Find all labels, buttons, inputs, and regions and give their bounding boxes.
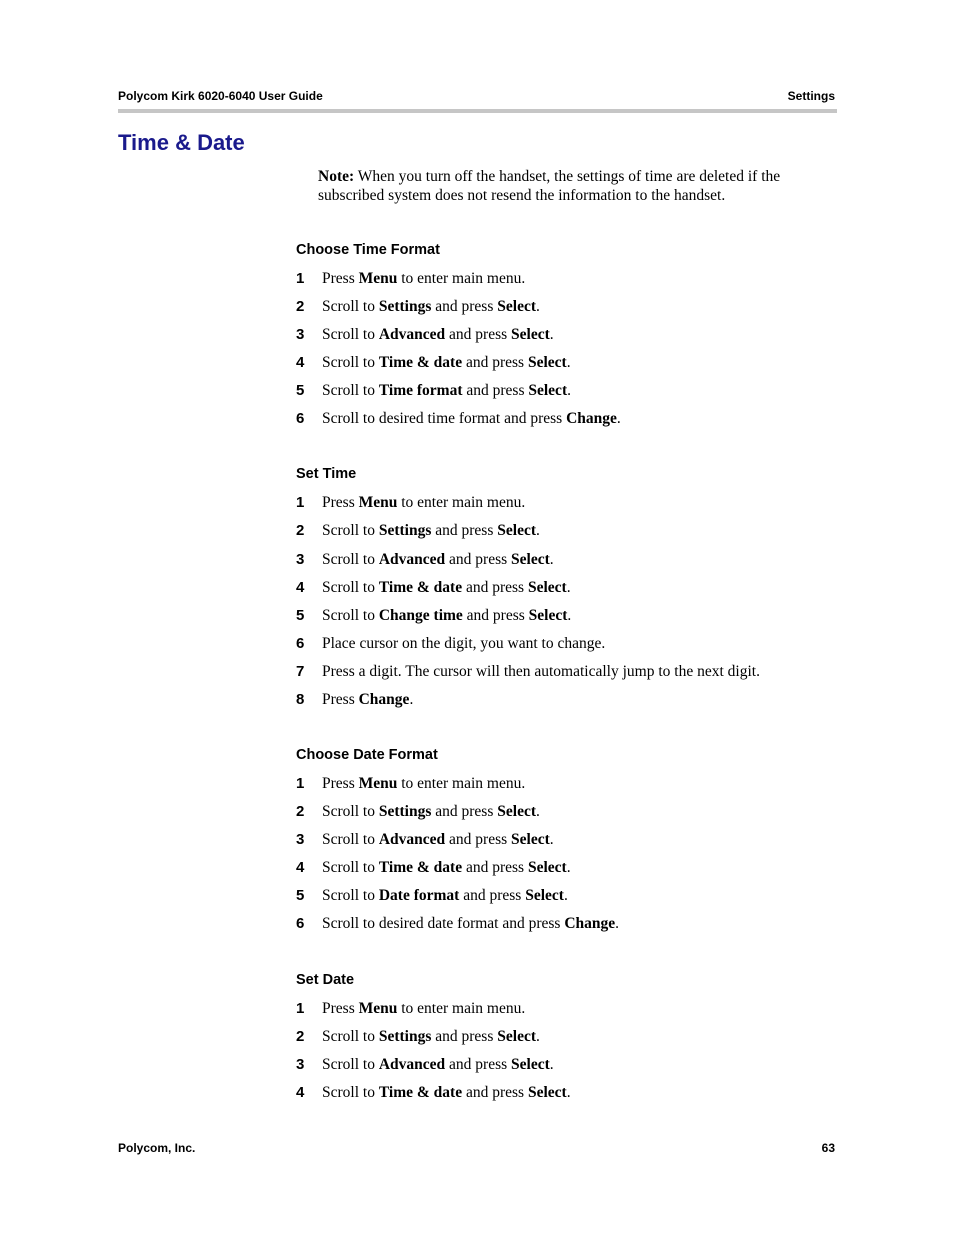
step-text-fragment: and press <box>459 887 526 904</box>
step-number: 2 <box>296 298 305 315</box>
step-text-fragment: Press <box>322 494 359 511</box>
step-text-fragment: and press <box>431 522 498 539</box>
step-number: 6 <box>296 635 305 652</box>
step-keyword: Date format <box>378 887 460 904</box>
step-number: 2 <box>296 522 305 539</box>
step-number: 4 <box>296 579 305 596</box>
step-text <box>322 410 621 428</box>
step-text-fragment: and press <box>445 551 512 568</box>
page-number: 63 <box>821 1141 835 1155</box>
step-keyword: Settings <box>378 298 432 315</box>
step-number: 5 <box>296 607 305 624</box>
step-keyword: Advanced <box>378 1056 446 1073</box>
step-item <box>296 382 836 402</box>
step-keyword: Select <box>497 298 536 315</box>
step-item <box>296 298 836 318</box>
step-text <box>322 1056 554 1074</box>
step-text-fragment: Scroll to <box>322 831 379 848</box>
step-keyword: Select <box>511 551 550 568</box>
step-text <box>322 775 525 793</box>
step-number: 4 <box>296 1084 305 1101</box>
section-heading: Choose Date Format <box>296 747 438 763</box>
step-text-fragment: . <box>566 859 571 876</box>
step-number: 8 <box>296 691 305 708</box>
step-text <box>322 326 554 344</box>
step-number: 2 <box>296 1028 305 1045</box>
step-number: 5 <box>296 382 305 399</box>
step-text-fragment: Press <box>322 775 359 792</box>
step-text-fragment: Scroll to <box>322 1028 379 1045</box>
step-number: 3 <box>296 831 305 848</box>
step-number: 6 <box>296 915 305 932</box>
step-text-fragment: and press <box>462 607 529 624</box>
step-text-fragment: . <box>549 326 554 343</box>
step-text-fragment: to enter main menu. <box>397 270 526 287</box>
step-text-fragment: . <box>549 551 554 568</box>
step-text <box>322 915 619 933</box>
step-item <box>296 635 836 655</box>
step-text <box>322 663 760 681</box>
step-item <box>296 270 836 290</box>
step-keyword: Change <box>564 915 616 932</box>
step-text-fragment: . <box>615 915 620 932</box>
step-text-fragment: and press <box>431 803 498 820</box>
step-item <box>296 1028 836 1048</box>
step-keyword: Select <box>528 382 568 399</box>
step-text-fragment: Scroll to <box>322 382 379 399</box>
header-rule <box>118 109 837 113</box>
step-text-fragment: and press <box>445 831 512 848</box>
step-text-fragment: . <box>563 887 568 904</box>
step-item <box>296 326 836 346</box>
step-text <box>322 1000 525 1018</box>
step-keyword: Select <box>497 1028 536 1045</box>
step-keyword: Select <box>497 522 536 539</box>
step-keyword: Time format <box>378 382 463 399</box>
step-text-fragment: . <box>549 831 554 848</box>
step-item <box>296 859 836 879</box>
step-keyword: Time & date <box>378 859 463 876</box>
step-text-fragment: Scroll to <box>322 551 379 568</box>
step-keyword: Select <box>527 1084 567 1101</box>
step-text-fragment: Scroll to <box>322 887 379 904</box>
step-text-fragment: . <box>567 607 572 624</box>
step-text-fragment: and press <box>431 298 498 315</box>
step-item <box>296 803 836 823</box>
step-number: 1 <box>296 1000 305 1017</box>
step-keyword: Select <box>511 831 550 848</box>
step-item <box>296 522 836 542</box>
step-text-fragment: and press <box>462 382 529 399</box>
step-item <box>296 1056 836 1076</box>
step-text-fragment: . <box>566 354 571 371</box>
step-text-fragment: and press <box>462 1084 528 1101</box>
step-keyword: Select <box>527 859 567 876</box>
step-number: 3 <box>296 1056 305 1073</box>
step-keyword: Menu <box>358 494 398 511</box>
step-keyword: Change time <box>378 607 463 624</box>
section-heading: Choose Time Format <box>296 242 440 258</box>
step-text-fragment: Scroll to <box>322 1084 379 1101</box>
note-text: When you turn off the handset, the settings of time are deleted if the subscribed system does not resend the information to the handset. <box>318 168 781 204</box>
step-text-fragment: to enter main menu. <box>397 775 526 792</box>
step-number: 1 <box>296 494 305 511</box>
step-text <box>322 859 571 877</box>
step-item <box>296 579 836 599</box>
step-item <box>296 1084 836 1104</box>
step-text <box>322 298 540 316</box>
footer-company: Polycom, Inc. <box>118 1141 196 1155</box>
step-text-fragment: and press <box>462 579 528 596</box>
step-keyword: Menu <box>358 775 398 792</box>
step-text-fragment: Scroll to <box>322 579 379 596</box>
step-text <box>322 494 525 512</box>
step-text <box>322 551 554 569</box>
step-number: 4 <box>296 354 305 371</box>
step-text-fragment: . <box>536 1028 540 1045</box>
step-text <box>322 831 554 849</box>
step-item <box>296 494 836 514</box>
step-text-fragment: . <box>536 298 540 315</box>
step-text-fragment: . <box>616 410 621 427</box>
step-text-fragment: . <box>536 803 540 820</box>
step-text <box>322 691 413 709</box>
step-keyword: Advanced <box>378 831 446 848</box>
step-text-fragment: Scroll to <box>322 803 379 820</box>
step-keyword: Change <box>566 410 617 427</box>
step-text-fragment: Place cursor on the digit, you want to change. <box>322 635 606 652</box>
step-keyword: Time & date <box>378 1084 463 1101</box>
step-text-fragment: . <box>567 382 571 399</box>
step-text-fragment: and press <box>445 326 512 343</box>
step-item <box>296 663 836 683</box>
section-heading: Set Date <box>296 972 355 988</box>
running-header-title: Polycom Kirk 6020-6040 User Guide <box>118 89 323 103</box>
section-heading: Set Time <box>296 466 357 482</box>
step-keyword: Select <box>525 887 564 904</box>
step-text-fragment: Press <box>322 1000 359 1017</box>
step-keyword: Select <box>511 1056 550 1073</box>
step-text-fragment: . <box>566 579 571 596</box>
step-text-fragment: Press <box>322 691 359 708</box>
step-text <box>322 1084 571 1102</box>
step-number: 3 <box>296 551 305 568</box>
note-label: Note: <box>318 168 355 185</box>
step-item <box>296 691 836 711</box>
step-number: 2 <box>296 803 305 820</box>
step-number: 6 <box>296 410 305 427</box>
step-text-fragment: . <box>566 1084 571 1101</box>
step-keyword: Time & date <box>378 579 463 596</box>
step-keyword: Menu <box>358 1000 398 1017</box>
step-text-fragment: Scroll to <box>322 298 379 315</box>
step-item <box>296 831 836 851</box>
step-item <box>296 551 836 571</box>
step-item <box>296 887 836 907</box>
step-text-fragment: Scroll to <box>322 1056 379 1073</box>
step-text-fragment: Scroll to <box>322 522 379 539</box>
step-keyword: Select <box>528 607 568 624</box>
step-text-fragment: Press <box>322 270 359 287</box>
step-number: 4 <box>296 859 305 876</box>
step-number: 3 <box>296 326 305 343</box>
step-item <box>296 1000 836 1020</box>
step-keyword: Settings <box>378 1028 432 1045</box>
step-text <box>322 522 540 540</box>
step-text-fragment: . <box>536 522 540 539</box>
step-text-fragment: . <box>549 1056 554 1073</box>
step-number: 5 <box>296 887 305 904</box>
step-keyword: Advanced <box>378 551 446 568</box>
step-text-fragment: and press <box>462 354 528 371</box>
step-text-fragment: Scroll to <box>322 354 379 371</box>
step-text-fragment: Scroll to desired time format and press <box>322 410 567 427</box>
step-text <box>322 579 571 597</box>
step-text-fragment: Press a digit. The cursor will then automatically jump to the next digit. <box>322 663 760 680</box>
step-text-fragment: to enter main menu. <box>397 1000 526 1017</box>
step-text <box>322 1028 540 1046</box>
step-text <box>322 803 540 821</box>
step-keyword: Time & date <box>378 354 463 371</box>
running-header-section: Settings <box>787 89 835 103</box>
step-text-fragment: . <box>409 691 414 708</box>
step-number: 1 <box>296 775 305 792</box>
step-item <box>296 410 836 430</box>
step-text <box>322 382 571 400</box>
step-keyword: Change <box>358 691 410 708</box>
step-keyword: Select <box>527 354 567 371</box>
step-item <box>296 775 836 795</box>
step-keyword: Settings <box>378 803 432 820</box>
step-text-fragment: Scroll to <box>322 607 379 624</box>
step-item <box>296 915 836 935</box>
step-text-fragment: and press <box>431 1028 498 1045</box>
step-text <box>322 270 525 288</box>
step-number: 7 <box>296 663 305 680</box>
step-text <box>322 607 571 625</box>
page-title: Time & Date <box>118 130 245 155</box>
step-keyword: Select <box>497 803 536 820</box>
note-paragraph <box>318 167 838 205</box>
step-text <box>322 887 568 905</box>
step-text-fragment: and press <box>462 859 528 876</box>
step-number: 1 <box>296 270 305 287</box>
step-keyword: Select <box>527 579 567 596</box>
step-text-fragment: Scroll to <box>322 859 379 876</box>
step-item <box>296 607 836 627</box>
step-keyword: Settings <box>378 522 432 539</box>
step-keyword: Advanced <box>378 326 446 343</box>
step-keyword: Menu <box>358 270 398 287</box>
step-text-fragment: and press <box>445 1056 512 1073</box>
step-text-fragment: Scroll to <box>322 326 379 343</box>
step-text-fragment: to enter main menu. <box>397 494 526 511</box>
step-text-fragment: Scroll to desired date format and press <box>322 915 565 932</box>
step-keyword: Select <box>511 326 550 343</box>
step-text <box>322 635 605 653</box>
step-text <box>322 354 571 372</box>
step-item <box>296 354 836 374</box>
